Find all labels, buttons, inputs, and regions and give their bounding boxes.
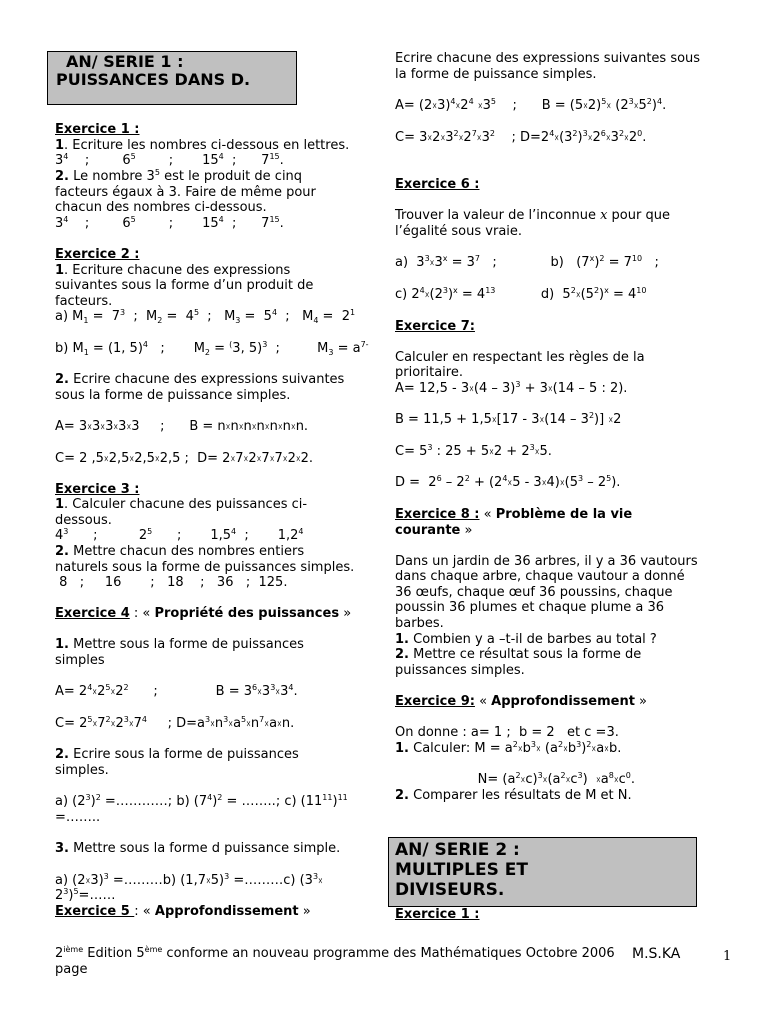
ex1-q2-line3: chacun des nombres ci-dessous.	[55, 200, 267, 215]
ex2-q2-A: A= 3☓3☓3☓3☓3 ; B = n☓n☓n☓n☓n☓n☓n.	[55, 419, 309, 434]
ex7-D: $D = 2^6 - 2^2$ + ($2^4☓5$ - $3☓4)☓(5^3 - 2^5)$.	[395, 474, 621, 490]
exercice-2-heading: Exercice 2 :	[55, 247, 140, 262]
ex1-q2-line1: 2. Le nombre $3^5$ est le produit de cinq	[55, 168, 303, 184]
exercice-5-heading: Exercice 5 : « Approfondissement »	[55, 904, 311, 919]
exercice-4-heading: Exercice 4 : « Propriété des puissances »	[55, 606, 352, 621]
footer-edition-sup2: ème	[144, 945, 163, 954]
exercice-3-heading: Exercice 3 :	[55, 482, 140, 497]
series-2-exercice-1-heading: Exercice 1 :	[395, 907, 480, 922]
exercice-8-heading: Exercice 8 : « Problème de la vie	[395, 507, 633, 522]
ex7-C: $C= 5^3$ : 25 + 5☓2 + $2^3☓5$.	[395, 443, 552, 459]
ex2-q1-line1: 1. Ecriture chacune des expressions	[55, 263, 291, 278]
ex1-q1: 1. Ecriture les nombres ci-dessous en lettres.	[55, 138, 350, 153]
series-1-title-line1: AN/ SERIE 1 :	[66, 52, 184, 71]
ex4-q1-CD: $C= 2^5☓7^2☓2^3☓7^4$ ; $D=a^3☓n^3☓a^5☓n^7☓a☓n$.	[55, 715, 295, 731]
ex5-intro-line1: Ecrire chacune des expressions suivantes sous	[395, 51, 701, 66]
ex8-text-2: dans chaque arbre, chaque vautour a donné	[395, 569, 685, 584]
ex3-q1-line1: 1. Calculer chacune des puissances ci-	[55, 497, 308, 512]
ex2-a: a) $M_1 = 7^3$ ; $M_2 = 4^5$ ; $M_3 = 5^4$ ; $M_4 = 2^1$	[55, 308, 356, 325]
ex4-q2-line2: simples.	[55, 763, 109, 778]
ex4-q2-items: a) $(2^3)^2$ =…………; b) $(7^4)^2$ = ……..; c) $(11^{11})^{11}$	[55, 793, 348, 809]
ex8-q2-line1: 2. Mettre ce résultat sous la forme de	[395, 647, 642, 662]
ex8-text-1: Dans un jardin de 36 arbres, il y a 36 vautours	[395, 554, 698, 569]
ex4-q3-items: a) (2☓3)$^3$ =………b) (1,7☓5)$^3$ =………c) ($3^3☓$	[55, 872, 323, 888]
ex6-cd: c) $2^4☓(2^3)^x = 4^{13}$ d) $5^2☓(5^2)^x = 4^{10}$	[395, 286, 647, 302]
ex4-q3-heading: 3. Mettre sous la forme d puissance simple.	[55, 841, 341, 856]
ex2-q2-CD: C= 2 ,5☓2,5☓2,5☓2,5 ; D= 2☓7☓2☓7☓7☓2☓2.	[55, 451, 314, 466]
ex2-q1-line2: suivantes sous la forme d’un produit de	[55, 278, 314, 293]
ex3-q2-line2: naturels sous la forme de puissances simples.	[55, 560, 355, 575]
series-2-title-line3: DIVISEURS.	[395, 880, 505, 900]
ex9-given: On donne : a= 1 ; b = 2 et c =3.	[395, 725, 619, 740]
footer-edition-rest: conforme an nouveau programme des Mathématiques Octobre 2006	[162, 946, 615, 961]
ex3-q1-line2: dessous.	[55, 513, 112, 528]
ex6-intro-line2: l’égalité sous vraie.	[395, 224, 523, 239]
ex8-q2-line2: puissances simples.	[395, 663, 525, 678]
ex9-M: 1. Calculer: $M = a^2☓b^3☓$ $(a^2☓b^3)^2☓a☓b$.	[395, 740, 622, 756]
exercice-6-heading: Exercice 6 :	[395, 177, 480, 192]
ex7-intro-line1: Calculer en respectant les règles de la	[395, 350, 645, 365]
ex2-b: b) $M_1 = (1$, 5)$^4$ ; $M_2 = ^(3$, 5)$^3$ ; $M_3 = a^{7-}$	[55, 340, 369, 357]
exercice-7-heading: Exercice 7:	[395, 319, 475, 334]
series-2-title-line2: MULTIPLES ET	[395, 860, 528, 880]
ex2-q1-line3: facteurs.	[55, 294, 113, 309]
ex7-B: B = 11,5 + 1,5☓[17 - 3☓(14 – $3^2$)] ☓2	[395, 411, 622, 427]
ex1-numbers-2: $3^4$ ; $6^5$ ; $15^4$ ; $7^{15}$.	[55, 215, 284, 231]
ex2-q2-line1: 2. Ecrire chacune des expressions suivantes	[55, 372, 345, 387]
ex3-numbers: $4^3$ ; $2^5$ ; $1,5^4$ ; $1,2^4$	[55, 527, 304, 543]
ex6-intro-line1: Trouver la valeur de l’inconnue x pour que	[395, 208, 670, 223]
footer-author: M.S.KA	[632, 946, 681, 962]
series-1-title-box	[47, 51, 297, 105]
ex8-text-5: barbes.	[395, 616, 444, 631]
ex4-q2-items-cont: =……..	[55, 810, 101, 825]
ex4-q1-AB: $A= 2^4☓2^5☓2^2$ ; $B = 3^6☓3^3☓3^4$.	[55, 683, 298, 699]
ex2-q2-line2: sous la forme de puissance simples.	[55, 388, 291, 403]
ex4-q1-line2: simples	[55, 653, 105, 668]
footer-edition-text: Edition 5	[83, 946, 145, 961]
ex1-q2-line2: facteurs égaux à 3. Faire de même pour	[55, 185, 316, 200]
ex8-text-4: poussin 36 plumes et chaque plume a 36	[395, 600, 665, 615]
ex4-q3-items-cont: $2^3)^5=\dots\dots$	[55, 887, 116, 903]
footer-edition-sup1: ième	[63, 945, 84, 954]
exercice-1-heading: Exercice 1 :	[55, 122, 140, 137]
series-2-title-line1: AN/ SERIE 2 :	[395, 840, 520, 860]
exercice-9-heading: Exercice 9: « Approfondissement »	[395, 694, 648, 709]
ex5-AB: $A= (2☓3)^4☓2^4$ $☓3^5$ ; B = (5☓2)$^5$☓ $(2^3☓5^2)^4$.	[395, 97, 667, 113]
exercice-8-heading-cont: courante »	[395, 523, 473, 538]
ex7-intro-line2: prioritaire.	[395, 365, 463, 380]
ex5-CD: $C= 3☓2☓3^2☓2^7☓3^2$ ; $D=2^4☓(3^2)^3☓2^6☓3^2☓2^0$.	[395, 129, 647, 145]
ex1-numbers-1: $3^4$ ; $6^5$ ; $15^4$ ; $7^{15}$.	[55, 152, 284, 168]
series-1-title-line2: PUISSANCES DANS D.	[56, 70, 251, 89]
ex7-A: A= 12,5 - 3☓(4 – 3)$^3$ + 3☓(14 – 5 : 2).	[395, 380, 628, 396]
ex3-q2-numbers: 8 ; 16 ; 18 ; 36 ; 125.	[55, 575, 288, 590]
ex8-q1: 1. Combien y a –t-il de barbes au total ?	[395, 632, 657, 647]
footer-edition-prefix: 2	[55, 946, 64, 961]
ex6-ab: a) $3^3☓3^x = 3^7$ ; b) $(7^x)^2 = 7^{10}$ ;	[395, 254, 659, 270]
ex3-q2-line1: 2. Mettre chacun des nombres entiers	[55, 544, 305, 559]
ex8-text-3: 36 œufs, chaque œuf 36 poussins, chaque	[395, 585, 673, 600]
ex4-q2-line1: 2. Ecrire sous la forme de puissances	[55, 747, 299, 762]
ex9-q2: 2. Comparer les résultats de M et N.	[395, 788, 632, 803]
ex5-intro-line2: la forme de puissance simples.	[395, 67, 597, 82]
ex4-q1-line1: 1. Mettre sous la forme de puissances	[55, 637, 304, 652]
page-number: 1	[723, 949, 732, 964]
ex9-N: $N= (a^2☓c)^3☓(a^2☓c^3)$ $☓a^8☓c^0$.	[395, 771, 636, 787]
series-2-title-box	[388, 837, 697, 907]
footer-page-word: page	[55, 962, 88, 977]
